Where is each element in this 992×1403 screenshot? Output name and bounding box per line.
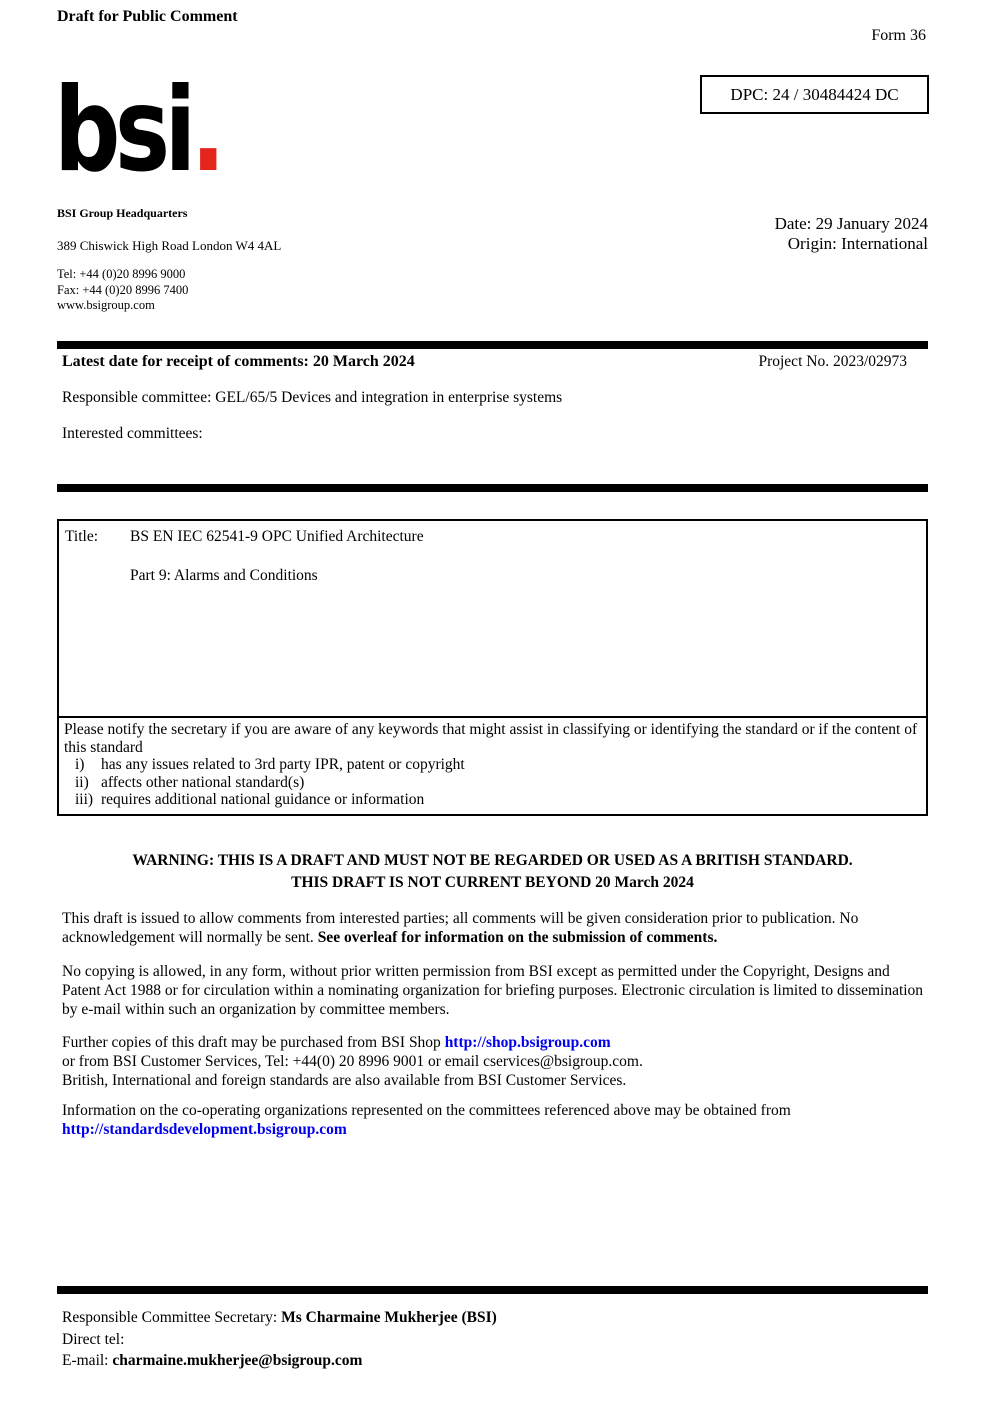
origin-line: Origin: International xyxy=(787,233,928,253)
keyword-marker-ii: ii) xyxy=(75,773,89,791)
further-copies-paragraph xyxy=(62,1033,926,1090)
p1-text: This draft is issued to allow comments from interested parties; all comments will be given consideration prior to publication. No acknowledgement will normally be sent. xyxy=(62,910,859,946)
divider-bar-bottom xyxy=(57,1286,928,1294)
email-label: E-mail: xyxy=(62,1352,113,1369)
dpc-number-box xyxy=(700,75,929,114)
hq-website: www.bsigroup.com xyxy=(57,298,155,312)
p3-line3: British, International and foreign standards are also available from BSI Customer Services. xyxy=(62,1072,627,1089)
form-number: Form 36 xyxy=(871,27,926,44)
dpc-number: DPC: 24 / 30484424 DC xyxy=(730,84,899,104)
email-line xyxy=(62,1350,497,1372)
p1-bold-text: See overleaf for information on the submission of comments. xyxy=(317,929,718,946)
title-content xyxy=(130,528,424,585)
interested-committees-line: Interested committees: xyxy=(62,425,203,442)
hq-tel: Tel: +44 (0)20 8996 9000 xyxy=(57,267,186,281)
hq-label: BSI Group Headquarters xyxy=(57,206,188,220)
title-box xyxy=(57,519,928,718)
keywords-intro: Please notify the secretary if you are aware of any keywords that might assist in classifying or identifying the standard or if the content of this standard xyxy=(64,721,918,756)
p3-line1-text: Further copies of this draft may be purchased from BSI Shop xyxy=(62,1034,445,1051)
latest-date-label: Latest date for receipt of comments: 20 March 2024 xyxy=(62,353,415,370)
keyword-item-ii xyxy=(64,774,921,792)
p4-text: Information on the co-operating organizations represented on the committees referenced above may be obtained from xyxy=(62,1102,791,1119)
date-origin-block xyxy=(775,214,928,253)
bsi-logo xyxy=(54,63,221,198)
secretary-name: Ms Charmaine Mukherjee (BSI) xyxy=(281,1309,497,1326)
keyword-text-i: has any issues related to 3rd party IPR, patent or copyright xyxy=(101,756,465,774)
standards-development-link[interactable]: http://standardsdevelopment.bsigroup.com xyxy=(62,1121,347,1138)
direct-tel-line: Direct tel: xyxy=(62,1330,125,1348)
date-line: Date: 29 January 2024 xyxy=(774,214,928,233)
draft-issued-paragraph xyxy=(62,909,926,947)
footer-block xyxy=(62,1307,497,1372)
p3-line2: or from BSI Customer Services, Tel: +44(0) 20 8996 9001 or email cservices@bsigroup.com. xyxy=(62,1053,643,1070)
email-value: charmaine.mukherjee@bsigroup.com xyxy=(112,1352,363,1369)
draft-warning-block xyxy=(57,850,928,894)
hq-fax: Fax: +44 (0)20 8996 7400 xyxy=(57,282,189,297)
project-number: Project No. 2023/02973 xyxy=(758,353,907,370)
warning-line2: THIS DRAFT IS NOT CURRENT BEYOND 20 March 2024 xyxy=(291,874,694,891)
bsi-logo-text: bsi xyxy=(54,63,191,198)
keyword-item-iii xyxy=(64,791,921,809)
comments-deadline-row xyxy=(62,353,907,371)
warning-line1: WARNING: THIS IS A DRAFT AND MUST NOT BE REGARDED OR USED AS A BRITISH STANDARD. xyxy=(132,852,853,869)
keyword-text-ii: affects other national standard(s) xyxy=(101,773,305,791)
keyword-text-iii: requires additional national guidance or information xyxy=(101,791,425,809)
keyword-item-i xyxy=(64,756,921,774)
title-label: Title: xyxy=(65,528,99,545)
bsi-logo-dot: . xyxy=(190,63,221,198)
keyword-marker-iii: iii) xyxy=(75,791,94,809)
no-copying-paragraph: No copying is allowed, in any form, without prior written permission from BSI except as permitted under the Copyright, Designs and Patent Act 1988 or for circulation within a nominating organization for briefing purposes. Electronic circulation is limited to dissemination by e-mail within such an organization by committee members. xyxy=(62,963,924,1018)
hq-street-address: 389 Chiswick High Road London W4 4AL xyxy=(57,238,282,253)
secretary-line xyxy=(62,1307,497,1329)
divider-bar-middle xyxy=(57,484,928,492)
bsi-shop-link[interactable]: http://shop.bsigroup.com xyxy=(444,1034,611,1051)
standard-title: BS EN IEC 62541-9 OPC Unified Architecture xyxy=(130,528,424,545)
standard-subtitle: Part 9: Alarms and Conditions xyxy=(130,567,318,584)
keywords-notice-box xyxy=(57,716,928,816)
divider-bar-top xyxy=(57,341,928,349)
keyword-marker-i: i) xyxy=(75,756,85,774)
hq-contact-block xyxy=(57,267,188,314)
draft-for-public-comment-label: Draft for Public Comment xyxy=(57,8,238,25)
p3-line1 xyxy=(62,1033,926,1052)
co-operating-orgs-paragraph xyxy=(62,1101,926,1139)
secretary-label: Responsible Committee Secretary: xyxy=(62,1309,282,1326)
responsible-committee-line: Responsible committee: GEL/65/5 Devices and integration in enterprise systems xyxy=(62,389,563,406)
